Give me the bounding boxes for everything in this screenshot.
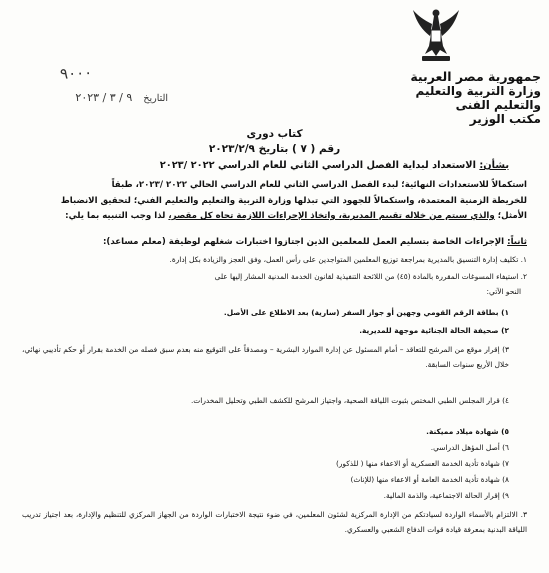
- list-item: ١. تكليف إدارة التنسيق بالمديرية بمراجعة توزيع المعلمين المتواجدين على رأس العمل، وفق العجز والزيادة بكل إدارة.: [169, 255, 527, 264]
- list-item: ٢) صحيفة الحالة الجنائية موجهة للمديرية.: [359, 326, 509, 335]
- intro-line-3: [22, 209, 527, 225]
- list-item: ٣. الالتزام بالأسماء الواردة لسيادتكم من الإدارة المركزية لشئون المعلمين، في ضوء نتيجة الاختبارات الواردة من الجهاز المركزي للتنظيم والإدارة، بعد اجتياز تدريب اللياقة البدنية بمعرفة قيادة قوات الدفاع الشعبي والعسكري.: [22, 510, 527, 534]
- list-item: ٧) شهادة تأدية الخدمة العسكرية أو الاعفاء منها ( للذكور): [335, 459, 509, 468]
- ministry-name: وزارة التربية والتعليم والتعليم الفنى: [415, 84, 541, 112]
- subject-label: بشأن:: [479, 160, 509, 171]
- list-item: النحو الآتي:: [486, 287, 521, 296]
- list-item: ٦) أصل المؤهل الدراسي.: [430, 443, 509, 452]
- list-item: ٩) إقرار الحالة الاجتماعية، والذمة المالية.: [383, 491, 509, 500]
- intro-line-3-b: والذي سيتم من خلاله تقييم المديرية، واتخاذ الإجراءات اللازمة تجاه كل مقصر،: [168, 211, 495, 221]
- handwritten-number: ٩٠٠٠: [59, 63, 93, 83]
- section-heading: [22, 237, 527, 247]
- date-block: [48, 91, 168, 104]
- date-value: ٩ / ٣ / ٢٠٢٣: [75, 91, 133, 104]
- office-name: مكتب الوزير: [469, 112, 541, 126]
- subject-text: الاستعداد لبداية الفصل الدراسي الثاني للعام الدراسي ٢٠٢٢ /٢٠٢٣: [159, 160, 476, 171]
- intro-line-3-c: لذا وجب التنبيه بما يلي:: [65, 211, 166, 221]
- intro-line-1: استكمالاً للاستعدادات النهائية؛ لبدء الفصل الدراسي الثاني للعام الدراسي الحالي ٢٠٢٢ /٢٠٢٣، طبقاً: [111, 180, 527, 190]
- subject-line: [39, 160, 509, 171]
- egypt-eagle-emblem-icon: [410, 6, 462, 64]
- list-item: ٢. استيفاء المسوغات المقررة بالمادة (٤٥) من اللائحة التنفيذية لقانون الخدمة المدنية المشار إليها على: [214, 272, 527, 281]
- intro-line-2: للخريطة الزمنية المعتمدة، واستكمالاً للجهود التي تبذلها وزارة التربية والتعليم والتعليم الفني؛ لتحقيق الانضباط: [60, 195, 527, 206]
- section-label: ثانياً:: [507, 237, 527, 247]
- republic-name: جمهورية مصر العربية: [410, 69, 541, 84]
- list-item: ٨) شهادة تأدية الخدمة العامة أو الاعفاء منها (للإناث): [350, 475, 509, 484]
- date-label: التاريخ: [143, 93, 168, 104]
- intro-line-3-a: الأمثل؛: [497, 211, 527, 221]
- intro-paragraph: [22, 178, 527, 225]
- document-title: كتاب دورى: [246, 128, 303, 140]
- list-item: ٤) قرار المجلس الطبي المختص بثبوت اللياقة الصحية، واجتياز المرشح للكشف الطبي وتحليل المخدرات.: [190, 396, 509, 405]
- ministry-header: [371, 70, 541, 126]
- list-item: ٥) شهادة ميلاد مميكنة.: [426, 427, 509, 436]
- section-text: الإجراءات الخاصة بتسليم العمل للمعلمين الذين اجتازوا اختبارات شغلهم لوظيفة (معلم مساعد):: [102, 237, 505, 247]
- reference-line: رقم ( ٧ ) بتاريخ ٢٠٢٣/٢/٩: [208, 143, 341, 155]
- list-item: ٣) إقرار موقع من المرشح للتعاقد – أمام المسئول عن إدارة الموارد البشرية – ومصدقاً على التوقيع منه بعدم سبق فصله من الخدمة بقرار أو حكم تأديبي نهائي، خلال الأربع سنوات السابقة.: [22, 345, 509, 369]
- list-item: ١) بطاقة الرقم القومي وجهين أو جواز السفر (سارية) بعد الاطلاع على الأصل.: [223, 308, 509, 317]
